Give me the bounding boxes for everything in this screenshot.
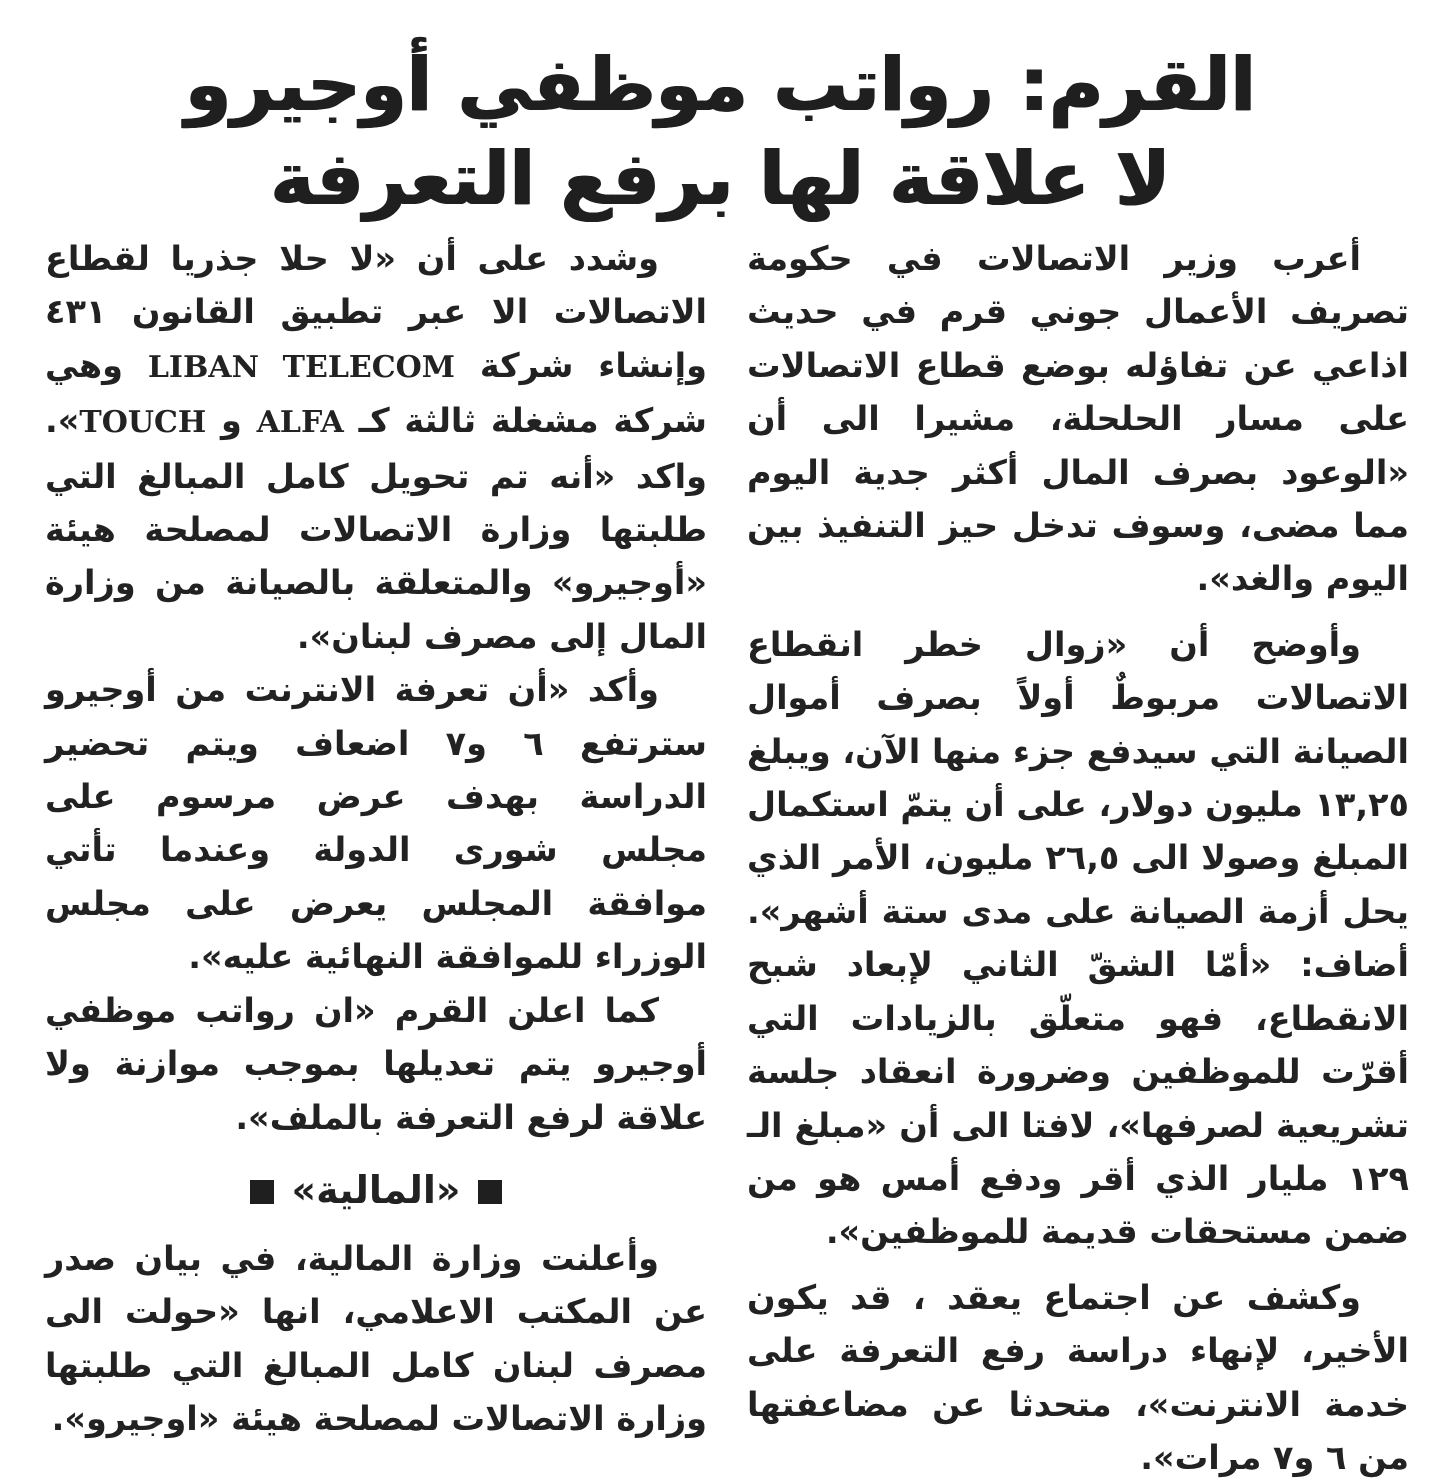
square-bullet-icon bbox=[478, 1180, 502, 1204]
text-run: وشدد على أن «لا حلا جذريا لقطاع الاتصالات الا عبر تطبيق القانون ٤٣١ وإنشاء شركة bbox=[45, 239, 707, 385]
left-column bbox=[45, 232, 707, 1446]
paragraph: وأعلنت وزارة المالية، في بيان صدر عن المكتب الاعلامي، انها «حولت الى مصرف لبنان كامل المبالغ التي طلبتها وزارة الاتصالات لمصلحة هيئة «اوجيرو». bbox=[45, 1238, 707, 1439]
paragraph bbox=[45, 232, 707, 663]
text-run: ». واكد «أنه تم تحويل كامل المبالغ التي طلبتها وزارة الاتصالات لمصلحة هيئة «أوجيرو» والمتعلقة بالصيانة من وزارة المال إلى مصرف لبنان». bbox=[45, 401, 707, 656]
company-name-touch: TOUCH bbox=[79, 405, 207, 441]
paragraph: وأكد «أن تعرفة الانترنت من أوجيرو سترتفع ٦ و٧ اضعاف ويتم تحضير الدراسة بهدف عرض مرسوم على مجلس شورى الدولة وعندما تأتي موافقة المجلس يعرض على مجلس الوزراء للموافقة النهائية عليه». bbox=[45, 670, 707, 977]
right-column bbox=[747, 232, 1409, 1484]
article-headline bbox=[60, 38, 1381, 226]
square-bullet-icon bbox=[250, 1180, 274, 1204]
paragraph: أعرب وزير الاتصالات في حكومة تصريف الأعمال جوني قرم في حديث اذاعي عن تفاؤله بوضع قطاع الاتصالات على مسار الحلحلة، مشيرا الى أن «الوعود بصرف المال أكثر جدية اليوم مما مضى، وسوف تدخل حيز التنفيذ بين اليوم والغد». bbox=[747, 239, 1409, 599]
company-name-liban-telecom: LIBAN TELECOM bbox=[147, 349, 455, 385]
paragraph: وأوضح أن «زوال خطر انقطاع الاتصالات مربوطٌ أولاً بصرف أموال الصيانة التي سيدفع جزء منها الآن، ويبلغ ١٣,٢٥ مليون دولار، على أن يتمّ استكمال المبلغ وصولا الى ٢٦,٥ مليون، الأمر الذي يحل أزمة الصيانة على مدى ستة أشهر». أضاف: «أمّا الشقّ الثاني لإبعاد شبح الانقطاع، فهو متعلّق بالزيادات التي أقرّت للموظفين وضرورة انعقاد جلسة تشريعية لصرفها»، لافتا الى أن «مبلغ الـ ١٢٩ مليار الذي أقر ودفع أمس هو من ضمن مستحقات قديمة للموظفين». bbox=[747, 624, 1410, 1252]
section-subheading bbox=[45, 1162, 707, 1218]
headline-line-1: القرم: رواتب موظفي أوجيرو bbox=[185, 42, 1256, 128]
paragraph: وكشف عن اجتماع يعقد ، قد يكون الأخير، لإنهاء دراسة رفع التعرفة على خدمة الانترنت»، متحدثا عن مضاعفتها من ٦ و٧ مرات». bbox=[747, 1277, 1409, 1477]
text-run: و bbox=[221, 401, 242, 441]
paragraph: كما اعلن القرم «ان رواتب موظفي أوجيرو يتم تعديلها بموجب موازنة ولا علاقة لرفع التعرفة بالملف». bbox=[45, 990, 707, 1137]
headline-line-2: لا علاقة لها برفع التعرفة bbox=[270, 136, 1171, 222]
subheading-text: «المالية» bbox=[291, 1167, 461, 1212]
text-run: وهي شركة مشغلة ثالثة كـ bbox=[45, 345, 707, 441]
company-name-alfa: ALFA bbox=[256, 405, 344, 441]
